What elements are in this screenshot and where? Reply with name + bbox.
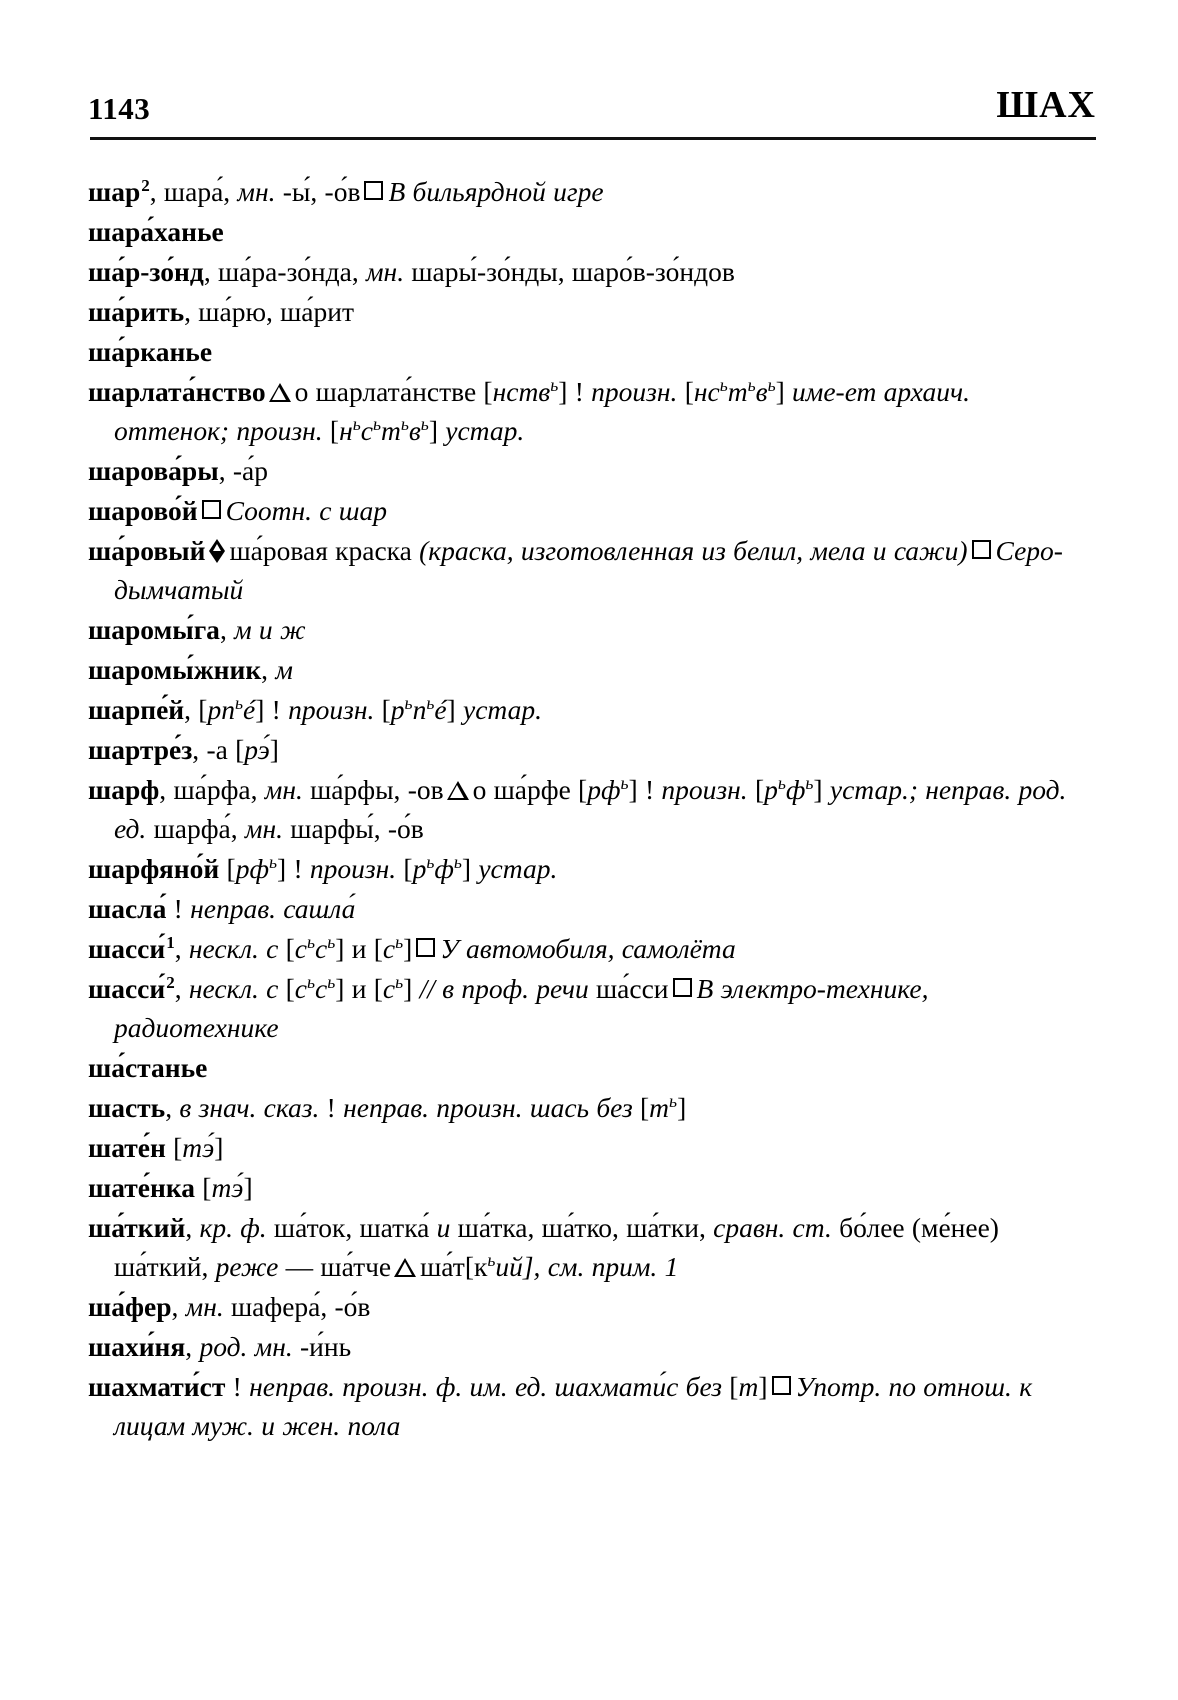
homograph-superscript: 2 bbox=[141, 175, 150, 195]
dictionary-entry bbox=[88, 1128, 1086, 1167]
warning-sign: ! bbox=[271, 694, 281, 725]
form-phrase: о ша́рфе bbox=[472, 774, 571, 805]
dictionary-entry bbox=[88, 252, 1086, 291]
dictionary-entry bbox=[88, 889, 1086, 928]
transcription: $[с^ь]$ bbox=[366, 931, 413, 964]
square-marker-icon bbox=[364, 181, 383, 200]
grammar-label: нескл. с bbox=[188, 973, 279, 1004]
grammar-label: м bbox=[275, 654, 293, 685]
grammar-forms: , ша́ра-зо́нда, bbox=[203, 256, 366, 287]
definition: Соотн. с шар bbox=[225, 495, 388, 526]
transcription: $[рф^ь]$ bbox=[219, 851, 287, 884]
square-marker-icon bbox=[673, 978, 692, 997]
usage-note: име-ет архаич. оттенок; произн. bbox=[114, 376, 970, 446]
conjunction: и bbox=[351, 933, 367, 964]
dictionary-entry bbox=[88, 730, 1086, 769]
warning-sign: ! bbox=[173, 893, 183, 924]
headword: шарпе́й bbox=[88, 694, 185, 725]
headword: шахи́ня bbox=[88, 1331, 186, 1362]
grammar-forms: , ша́рю, ша́рит bbox=[184, 296, 354, 327]
dictionary-entry bbox=[88, 770, 1086, 848]
triangle-marker-icon bbox=[447, 781, 469, 800]
headword: шате́нка bbox=[88, 1172, 195, 1203]
headword: шахмати́ст bbox=[88, 1371, 226, 1402]
grammar-label: в знач. сказ. bbox=[179, 1092, 320, 1123]
headword: шарлата́нство bbox=[88, 376, 266, 407]
headword: шарф bbox=[88, 774, 160, 805]
dictionary-entry bbox=[88, 1367, 1086, 1445]
cross-reference-label: см. прим. bbox=[547, 1251, 658, 1282]
transcription: $[н^ьс^ьт^ьв^ь]$ bbox=[322, 413, 438, 446]
headword: ша́станье bbox=[88, 1052, 208, 1083]
cross-reference-number: 1 bbox=[664, 1251, 679, 1282]
form-phrase: о шарлата́нстве bbox=[294, 376, 477, 407]
variant-form: ша́сси bbox=[596, 973, 669, 1004]
warning-sign: ! bbox=[574, 376, 584, 407]
headword: шасси́$^2$ bbox=[88, 972, 175, 1004]
grammar-label: род. мн. bbox=[199, 1331, 293, 1362]
grammar-forms: , ша́рфа, bbox=[159, 774, 265, 805]
dictionary-entry bbox=[88, 292, 1086, 331]
grammar-forms: ша́тка, ша́тко, ша́тки, bbox=[450, 1212, 714, 1243]
transcription: $[рф^ь]$ bbox=[570, 772, 638, 805]
dictionary-entry bbox=[88, 929, 1086, 968]
headword: шара́ханье bbox=[88, 216, 224, 247]
dictionary-entry bbox=[88, 451, 1086, 490]
header-rule bbox=[90, 137, 1096, 140]
transcription: [рэ́] bbox=[235, 734, 279, 765]
square-marker-icon bbox=[202, 500, 221, 519]
usage-label: устар. bbox=[445, 415, 525, 446]
dictionary-entry bbox=[88, 650, 1086, 689]
transcription: [нств$^ь$] bbox=[476, 374, 568, 407]
dictionary-entry bbox=[88, 212, 1086, 251]
grammar-label: мн. bbox=[264, 774, 303, 805]
headword: ша́р-зо́нд bbox=[88, 256, 204, 287]
grammar-label: мн. bbox=[185, 1291, 224, 1322]
headword: ша́рить bbox=[88, 296, 185, 327]
grammar-forms: шафера́, -о́в bbox=[223, 1291, 371, 1322]
warning-sign: ! bbox=[232, 1371, 242, 1402]
conjunction: и bbox=[351, 973, 367, 1004]
dictionary-entry bbox=[88, 610, 1086, 649]
wrong-form: шарфы́, -о́в bbox=[290, 813, 424, 844]
headword: шаромы́жник bbox=[88, 654, 262, 685]
wrong-form: шарфа́, bbox=[153, 813, 238, 844]
grammar-forms: , -а́р bbox=[218, 455, 268, 486]
grammar-label: мн. bbox=[237, 176, 276, 207]
usage-note: неправ. произн. шась без bbox=[343, 1092, 633, 1123]
grammar-forms: , -а bbox=[192, 734, 236, 765]
usage-label: устар. bbox=[478, 853, 558, 884]
dictionary-entry bbox=[88, 1287, 1086, 1326]
headword: шар$^2$ bbox=[88, 175, 150, 207]
grammar-forms: ша́рфы, -ов bbox=[302, 774, 444, 805]
register-note: // в проф. речи bbox=[419, 973, 589, 1004]
punct: , bbox=[174, 973, 182, 1004]
grammar-label: сравн. ст. bbox=[713, 1212, 832, 1243]
conjunction: и bbox=[436, 1212, 451, 1243]
grammar-label: м и ж bbox=[234, 614, 306, 645]
dictionary-entry bbox=[88, 372, 1086, 450]
warning-sign: ! bbox=[644, 774, 655, 805]
headword: ша́рканье bbox=[88, 336, 213, 367]
punct: , bbox=[184, 694, 192, 725]
headword: шасть bbox=[88, 1092, 166, 1123]
triangle-marker-icon bbox=[394, 1258, 416, 1277]
transcription: $[нс^ьт^ьв^ь]$ bbox=[677, 374, 785, 407]
grammar-forms: -и́нь bbox=[292, 1331, 352, 1362]
grammar-forms: бо́лее (ме́нее) ша́ткий, bbox=[114, 1212, 999, 1282]
dictionary-entry bbox=[88, 1048, 1086, 1087]
definition: В бильярдной игре bbox=[388, 176, 604, 207]
definition: В электро-технике, радиотехнике bbox=[114, 973, 929, 1043]
grammar-forms: ша́ток, шатка́ bbox=[266, 1212, 437, 1243]
dictionary-entry bbox=[88, 1327, 1086, 1366]
headword: шасси́$^1$ bbox=[88, 932, 175, 964]
transcription: $[р^ьф^ь]$ bbox=[396, 851, 472, 884]
headword: ша́ровый bbox=[88, 535, 206, 566]
usage-label: произн. bbox=[661, 774, 748, 805]
punct: , bbox=[185, 1331, 200, 1362]
dictionary-entry bbox=[88, 849, 1086, 888]
example-phrase: ша́ровая краска bbox=[229, 535, 412, 566]
dictionary-entry bbox=[88, 1168, 1086, 1207]
transcription: $[с^ь]$ bbox=[366, 971, 413, 1004]
transcription: $[рп^ьé]$ bbox=[191, 692, 265, 725]
running-head bbox=[88, 74, 1098, 124]
grammar-label: кр. ф. bbox=[199, 1212, 267, 1243]
guide-word: ШАХ bbox=[996, 84, 1096, 126]
headword: ша́фер bbox=[88, 1291, 172, 1322]
transcription: $[с^ьс^ь]$ bbox=[278, 971, 345, 1004]
definition: Серо-дымчатый bbox=[114, 535, 1063, 605]
dictionary-entry bbox=[88, 969, 1086, 1047]
dictionary-entry bbox=[88, 491, 1086, 530]
dictionary-entry bbox=[88, 332, 1086, 371]
square-marker-icon bbox=[972, 540, 991, 559]
headword: шате́н bbox=[88, 1132, 166, 1163]
usage-label: произн. bbox=[591, 376, 678, 407]
punct: , bbox=[171, 1291, 186, 1322]
headword: шартре́з bbox=[88, 734, 193, 765]
grammar-forms: , шара́, bbox=[149, 176, 238, 207]
grammar-label: реже bbox=[215, 1251, 279, 1282]
grammar-forms: , bbox=[261, 654, 276, 685]
homograph-superscript: 2 bbox=[166, 972, 175, 992]
square-marker-icon bbox=[772, 1376, 791, 1395]
dictionary-entry bbox=[88, 1088, 1086, 1127]
transcription: [тэ́] bbox=[165, 1132, 224, 1163]
square-marker-icon bbox=[416, 938, 435, 957]
grammar-label: мн. bbox=[244, 813, 283, 844]
dictionary-entry bbox=[88, 172, 1086, 211]
definition: Употр. по отнош. к лицам муж. и жен. пола bbox=[114, 1371, 1033, 1441]
headword: шасла́ bbox=[88, 893, 167, 924]
headword: шарфяно́й bbox=[88, 853, 220, 884]
headword: шарова́ры bbox=[88, 455, 219, 486]
transcription: [т] bbox=[722, 1371, 768, 1402]
page-number: 1143 bbox=[88, 91, 151, 126]
transcription: [тэ́] bbox=[195, 1172, 253, 1203]
headword: шарово́й bbox=[88, 495, 198, 526]
triangle-marker-icon bbox=[269, 383, 291, 402]
punct: , bbox=[185, 1212, 200, 1243]
definition: У автомобиля, самолёта bbox=[440, 933, 736, 964]
example-gloss: (краска, изготовленная из белил, мела и сажи) bbox=[419, 535, 968, 566]
dictionary-entry bbox=[88, 531, 1086, 609]
usage-label: устар. bbox=[463, 694, 542, 725]
transcription: $ша́т[к^ьий]$, bbox=[420, 1249, 541, 1282]
punct: , bbox=[174, 933, 182, 964]
grammar-label: нескл. с bbox=[188, 933, 279, 964]
entry-list bbox=[88, 172, 1086, 1446]
transcription: $[с^ьс^ь]$ bbox=[278, 931, 345, 964]
warning-sign: ! bbox=[326, 1092, 336, 1123]
usage-note: неправ. произн. ф. им. ед. шахмати́с без bbox=[249, 1371, 723, 1402]
transcription: $[т^ь]$ bbox=[632, 1090, 687, 1123]
usage-label: произн. bbox=[309, 853, 397, 884]
usage-label: произн. bbox=[288, 694, 375, 725]
warning-sign: ! bbox=[293, 853, 303, 884]
grammar-forms: -ы́, -о́в bbox=[275, 176, 361, 207]
usage-note: устар.; неправ. род. ед. bbox=[114, 774, 1067, 844]
grammar-forms: шары́-зо́нды, шаро́в-зо́ндов bbox=[404, 256, 735, 287]
dictionary-entry bbox=[88, 1208, 1086, 1286]
grammar-forms: , bbox=[219, 614, 235, 645]
transcription: $[р^ьп^ьé]$ bbox=[374, 692, 456, 725]
usage-note: неправ. сашла́ bbox=[190, 893, 356, 924]
homograph-superscript: 1 bbox=[166, 932, 175, 952]
dictionary-entry bbox=[88, 690, 1086, 729]
lozenge-marker-icon bbox=[209, 539, 225, 563]
headword: ша́ткий bbox=[88, 1212, 186, 1243]
headword: шаромы́га bbox=[88, 614, 220, 645]
punct: , bbox=[165, 1092, 173, 1123]
transcription: $[р^ьф^ь]$ bbox=[747, 772, 823, 805]
grammar-label: мн. bbox=[366, 256, 405, 287]
grammar-forms: — ша́тче bbox=[278, 1251, 392, 1282]
